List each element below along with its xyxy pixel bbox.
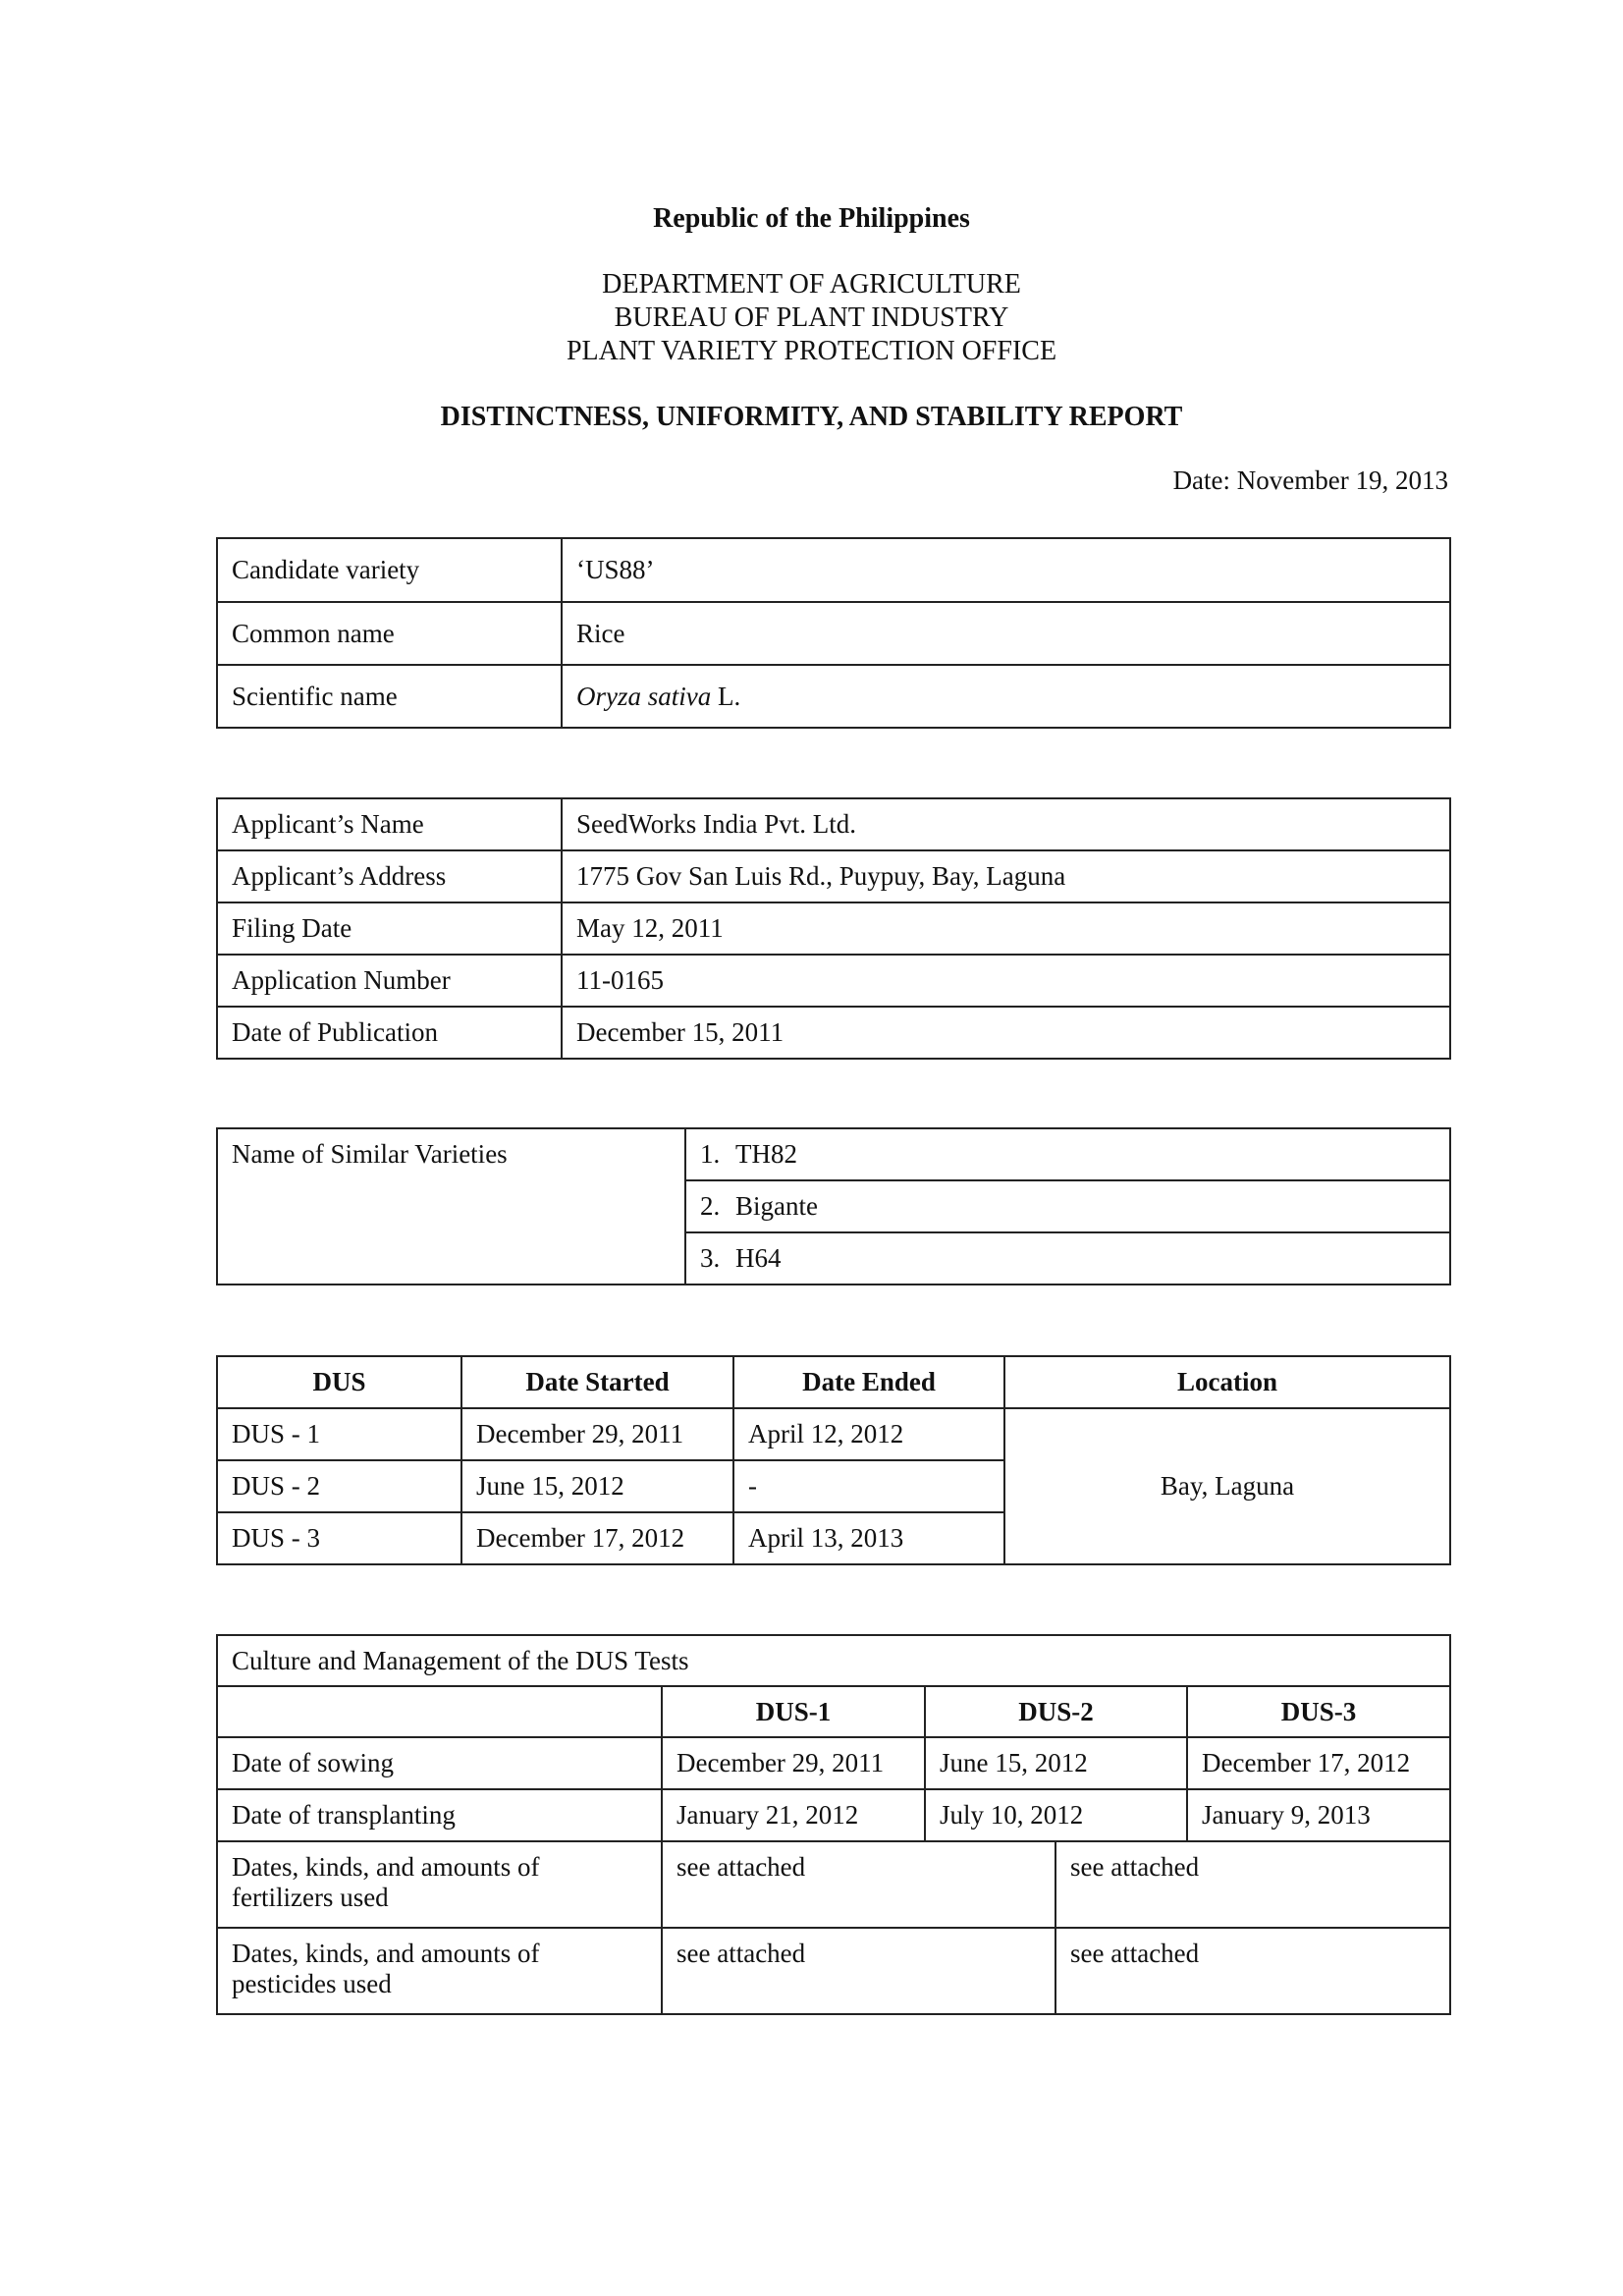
dus-date-started: December 17, 2012 bbox=[461, 1512, 733, 1564]
location-header: Location bbox=[1004, 1356, 1450, 1408]
variety-row bbox=[217, 602, 1450, 665]
date-ended-header: Date Ended bbox=[733, 1356, 1004, 1408]
variety-value: ‘US88’ bbox=[562, 538, 1450, 602]
date-started-header: Date Started bbox=[461, 1356, 733, 1408]
pesticides-label: Dates, kinds, and amounts of pesticides used bbox=[217, 1928, 662, 2014]
applicant-row bbox=[217, 955, 1450, 1007]
similar-variety-item bbox=[685, 1232, 1450, 1285]
applicant-value: 11-0165 bbox=[562, 955, 1450, 1007]
applicant-label: Application Number bbox=[217, 955, 562, 1007]
variety-label: Candidate variety bbox=[217, 538, 562, 602]
culture-header-row bbox=[217, 1686, 1450, 1737]
applicant-table bbox=[216, 797, 1451, 1060]
dus-date-ended: April 13, 2013 bbox=[733, 1512, 1004, 1564]
dus-label: DUS - 2 bbox=[217, 1460, 461, 1512]
report-date: Date: November 19, 2013 bbox=[1172, 465, 1448, 495]
applicant-label: Applicant’s Address bbox=[217, 850, 562, 902]
applicant-label: Applicant’s Name bbox=[217, 798, 562, 850]
variety-label: Common name bbox=[217, 602, 562, 665]
applicant-value: May 12, 2011 bbox=[562, 902, 1450, 955]
dus-location: Bay, Laguna bbox=[1004, 1408, 1450, 1564]
variety-row bbox=[217, 665, 1450, 728]
applicant-row bbox=[217, 1007, 1450, 1059]
dus-1-column-header: DUS-1 bbox=[662, 1686, 925, 1737]
country-heading: Republic of the Philippines bbox=[653, 203, 970, 234]
similar-variety-number: 2. bbox=[700, 1191, 721, 1221]
culture-header-blank bbox=[217, 1686, 662, 1737]
department-heading: DEPARTMENT OF AGRICULTURE bbox=[602, 269, 1021, 300]
transplanting-row bbox=[217, 1789, 1450, 1841]
variety-table bbox=[216, 537, 1451, 729]
sowing-dus-2: June 15, 2012 bbox=[925, 1737, 1187, 1789]
applicant-value: SeedWorks India Pvt. Ltd. bbox=[562, 798, 1450, 850]
applicant-row bbox=[217, 798, 1450, 850]
dus-date-started: December 29, 2011 bbox=[461, 1408, 733, 1460]
similar-variety-row bbox=[217, 1128, 1450, 1180]
pesticides-value-a: see attached bbox=[662, 1928, 1055, 2014]
applicant-value: December 15, 2011 bbox=[562, 1007, 1450, 1059]
dus-date-started: June 15, 2012 bbox=[461, 1460, 733, 1512]
dus-schedule-table bbox=[216, 1355, 1451, 1565]
sowing-row bbox=[217, 1737, 1450, 1789]
dus-label: DUS - 3 bbox=[217, 1512, 461, 1564]
sowing-dus-1: December 29, 2011 bbox=[662, 1737, 925, 1789]
variety-label: Scientific name bbox=[217, 665, 562, 728]
culture-table-title: Culture and Management of the DUS Tests bbox=[217, 1635, 1450, 1686]
similar-varieties-label: Name of Similar Varieties bbox=[217, 1128, 685, 1285]
report-title: DISTINCTNESS, UNIFORMITY, AND STABILITY REPORT bbox=[440, 402, 1183, 432]
similar-variety-item bbox=[685, 1128, 1450, 1180]
scientific-name-genus-species: Oryza sativa bbox=[576, 681, 712, 711]
dus-date-ended: April 12, 2012 bbox=[733, 1408, 1004, 1460]
culture-management-table bbox=[216, 1634, 1451, 2015]
similar-variety-name: TH82 bbox=[735, 1139, 797, 1169]
scientific-name-author: L. bbox=[711, 681, 741, 711]
transplanting-dus-2: July 10, 2012 bbox=[925, 1789, 1187, 1841]
pesticides-row bbox=[217, 1928, 1450, 2014]
applicant-row bbox=[217, 902, 1450, 955]
dus-label: DUS - 1 bbox=[217, 1408, 461, 1460]
similar-variety-item bbox=[685, 1180, 1450, 1232]
applicant-row bbox=[217, 850, 1450, 902]
bureau-heading: BUREAU OF PLANT INDUSTRY bbox=[614, 302, 1009, 333]
dus-header: DUS bbox=[217, 1356, 461, 1408]
office-heading: PLANT VARIETY PROTECTION OFFICE bbox=[566, 336, 1057, 366]
dus-3-column-header: DUS-3 bbox=[1187, 1686, 1450, 1737]
similar-variety-number: 3. bbox=[700, 1243, 721, 1273]
applicant-value: 1775 Gov San Luis Rd., Puypuy, Bay, Laguna bbox=[562, 850, 1450, 902]
sowing-dus-3: December 17, 2012 bbox=[1187, 1737, 1450, 1789]
transplanting-dus-3: January 9, 2013 bbox=[1187, 1789, 1450, 1841]
culture-title-row bbox=[217, 1635, 1450, 1686]
dus-2-column-header: DUS-2 bbox=[925, 1686, 1187, 1737]
transplanting-label: Date of transplanting bbox=[217, 1789, 662, 1841]
sowing-label: Date of sowing bbox=[217, 1737, 662, 1789]
similar-variety-number: 1. bbox=[700, 1139, 721, 1169]
transplanting-dus-1: January 21, 2012 bbox=[662, 1789, 925, 1841]
dus-schedule-row bbox=[217, 1408, 1450, 1460]
dus-schedule-header-row bbox=[217, 1356, 1450, 1408]
variety-row bbox=[217, 538, 1450, 602]
fertilizers-value-a: see attached bbox=[662, 1841, 1055, 1928]
similar-variety-name: Bigante bbox=[735, 1191, 818, 1221]
dus-date-ended: - bbox=[733, 1460, 1004, 1512]
similar-varieties-table bbox=[216, 1127, 1451, 1285]
fertilizers-row bbox=[217, 1841, 1450, 1928]
similar-variety-name: H64 bbox=[735, 1243, 782, 1273]
variety-value bbox=[562, 665, 1450, 728]
pesticides-value-b: see attached bbox=[1055, 1928, 1450, 2014]
applicant-label: Filing Date bbox=[217, 902, 562, 955]
variety-value: Rice bbox=[562, 602, 1450, 665]
fertilizers-label: Dates, kinds, and amounts of fertilizers used bbox=[217, 1841, 662, 1928]
fertilizers-value-b: see attached bbox=[1055, 1841, 1450, 1928]
applicant-label: Date of Publication bbox=[217, 1007, 562, 1059]
